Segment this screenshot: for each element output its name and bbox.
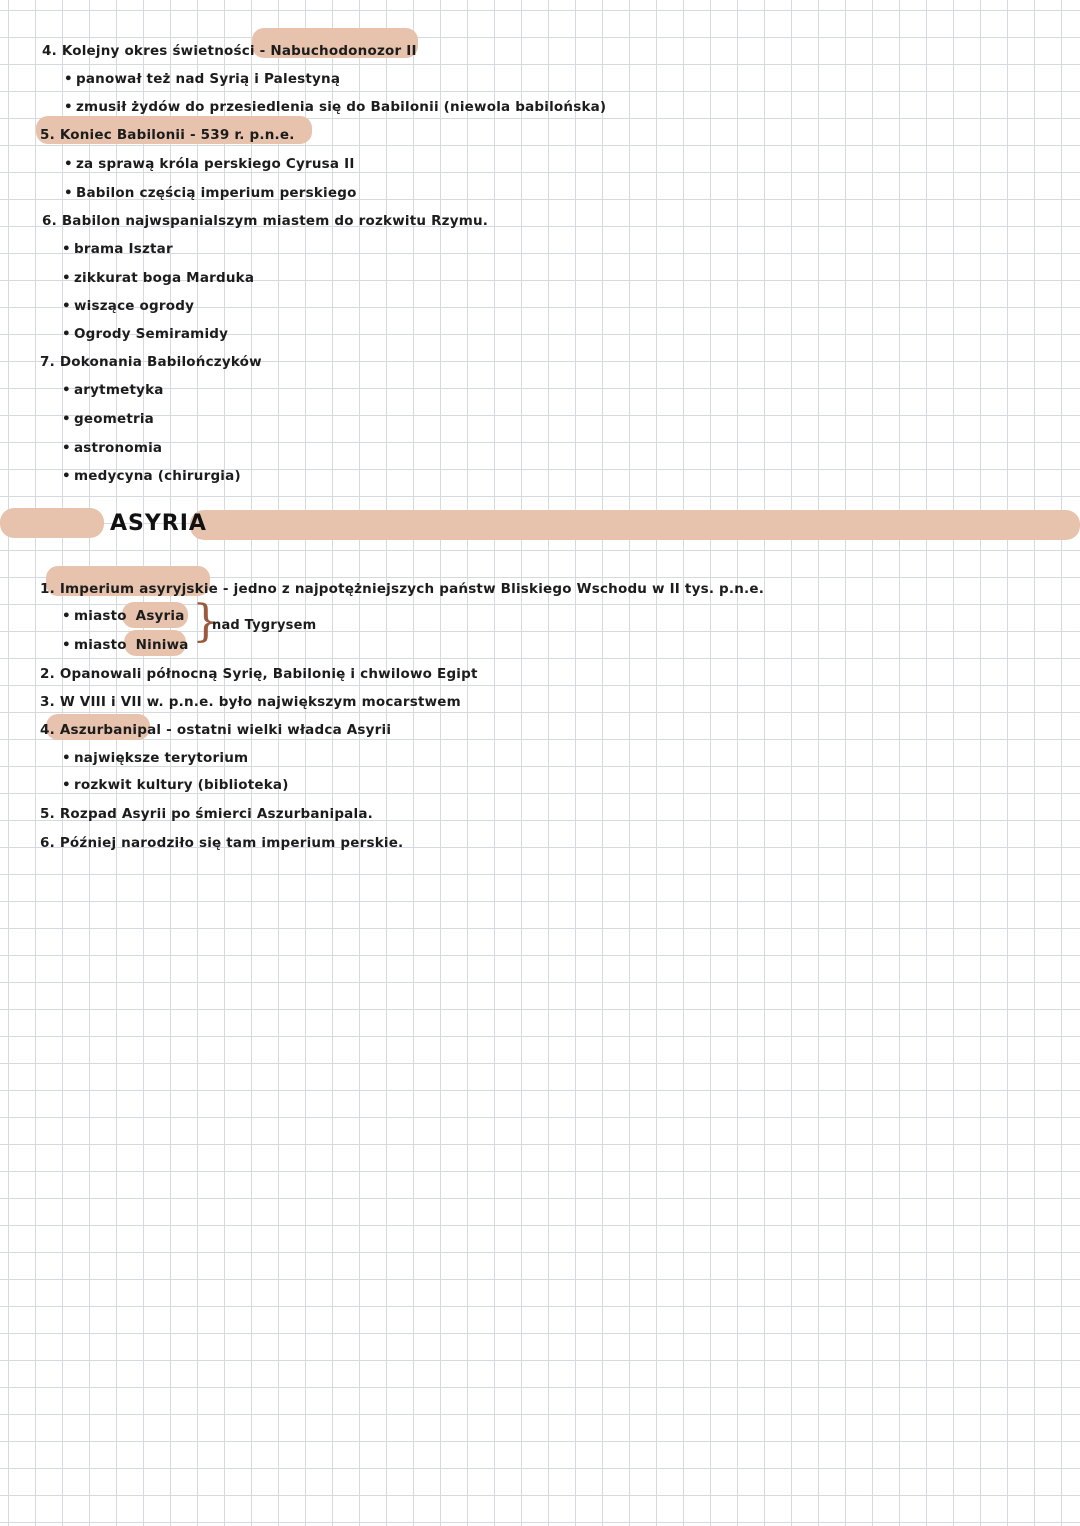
note-text: za sprawą króla perskiego Cyrusa II: [76, 156, 355, 172]
note-text: największe terytorium: [74, 750, 249, 766]
bullet-dot: •: [62, 440, 71, 456]
bullet-line: [64, 184, 357, 202]
bullet-dot: •: [64, 185, 73, 201]
bullet-line: [62, 467, 241, 485]
highlighted-text: Nabuchodonozor II: [270, 43, 417, 59]
bullet-dot: •: [62, 637, 71, 653]
bullet-line: [62, 325, 228, 343]
note-text: 5. Rozpad Asyrii po śmierci Aszurbanipala.: [40, 806, 373, 822]
bullet-line: [64, 155, 355, 173]
bullet-dot: •: [64, 99, 73, 115]
note-line-4: [40, 721, 391, 739]
brace-label: nad Tygrysem: [212, 618, 317, 633]
note-text: arytmetyka: [74, 382, 164, 398]
note-text: zmusił żydów do przesiedlenia się do Babilonii (niewola babilońska): [76, 99, 607, 115]
bullet-line: [62, 410, 154, 428]
note-line-6: [42, 212, 488, 230]
note-text: miasto: [74, 608, 132, 624]
note-text: brama Isztar: [74, 241, 173, 257]
bullet-line: [62, 381, 164, 399]
highlighted-text: Asyria: [135, 608, 185, 624]
note-text: geometria: [74, 411, 154, 427]
note-text: Babilon częścią imperium perskiego: [76, 185, 357, 201]
note-line-2: [40, 665, 478, 683]
bullet-line: [62, 269, 254, 287]
bullet-line: [62, 439, 162, 457]
highlighted-text: 5. Koniec Babilonii - 539 r. p.n.e.: [40, 127, 295, 143]
note-text: medycyna (chirurgia): [74, 468, 241, 484]
bullet-dot: •: [62, 608, 71, 624]
bullet-dot: •: [62, 468, 71, 484]
note-text: 7. Dokonania Babilończyków: [40, 354, 262, 370]
note-text: 2. Opanowali północną Syrię, Babilonię i chwilowo Egipt: [40, 666, 478, 682]
highlighted-text: 1. Imperium asyryjskie: [40, 581, 219, 597]
bullet-line: [64, 98, 606, 116]
note-text: rozkwit kultury (biblioteka): [74, 777, 289, 793]
bullet-line: [62, 636, 189, 654]
note-line-7: [40, 353, 262, 371]
bullet-dot: •: [62, 777, 71, 793]
bullet-dot: •: [62, 411, 71, 427]
bullet-dot: •: [62, 270, 71, 286]
note-line-1: [40, 580, 764, 598]
note-text: panował też nad Syrią i Palestyną: [76, 71, 341, 87]
bullet-line: [62, 749, 248, 767]
note-text: 3. W VIII i VII w. p.n.e. było największym mocarstwem: [40, 694, 461, 710]
heading-band-right: [190, 510, 1080, 540]
bullet-line: [64, 70, 340, 88]
brace-icon: }: [192, 596, 220, 647]
note-line-4: [42, 42, 417, 60]
bullet-line: [62, 776, 289, 794]
highlighted-text: 4. Aszurbanipal: [40, 722, 162, 738]
note-text: - jedno z najpotężniejszych państw Bliskiego Wschodu w II tys. p.n.e.: [218, 581, 765, 597]
highlighted-text: Niniwa: [135, 637, 189, 653]
note-line-6: [40, 834, 403, 852]
bullet-line: [62, 607, 185, 625]
bullet-dot: •: [62, 241, 71, 257]
bullet-dot: •: [62, 750, 71, 766]
note-line-5: [40, 805, 373, 823]
heading-band-left: [0, 508, 104, 538]
note-text: wiszące ogrody: [74, 298, 195, 314]
note-text: astronomia: [74, 440, 163, 456]
note-text: - ostatni wielki władca Asyrii: [161, 722, 392, 738]
bullet-dot: •: [64, 156, 73, 172]
note-text: 4. Kolejny okres świetności -: [42, 43, 271, 59]
bullet-dot: •: [62, 382, 71, 398]
bullet-line: [62, 297, 194, 315]
section-heading: ASYRIA: [110, 511, 207, 536]
note-text: Ogrody Semiramidy: [74, 326, 229, 342]
bullet-dot: •: [62, 326, 71, 342]
bullet-dot: •: [64, 71, 73, 87]
note-text: 6. Później narodziło się tam imperium perskie.: [40, 835, 404, 851]
note-text: 6. Babilon najwspanialszym miastem do rozkwitu Rzymu.: [42, 213, 489, 229]
bullet-line: [62, 240, 173, 258]
note-text: zikkurat boga Marduka: [74, 270, 255, 286]
bullet-dot: •: [62, 298, 71, 314]
note-text: miasto: [74, 637, 132, 653]
note-line-3: [40, 693, 461, 711]
note-line-5: [40, 126, 295, 144]
